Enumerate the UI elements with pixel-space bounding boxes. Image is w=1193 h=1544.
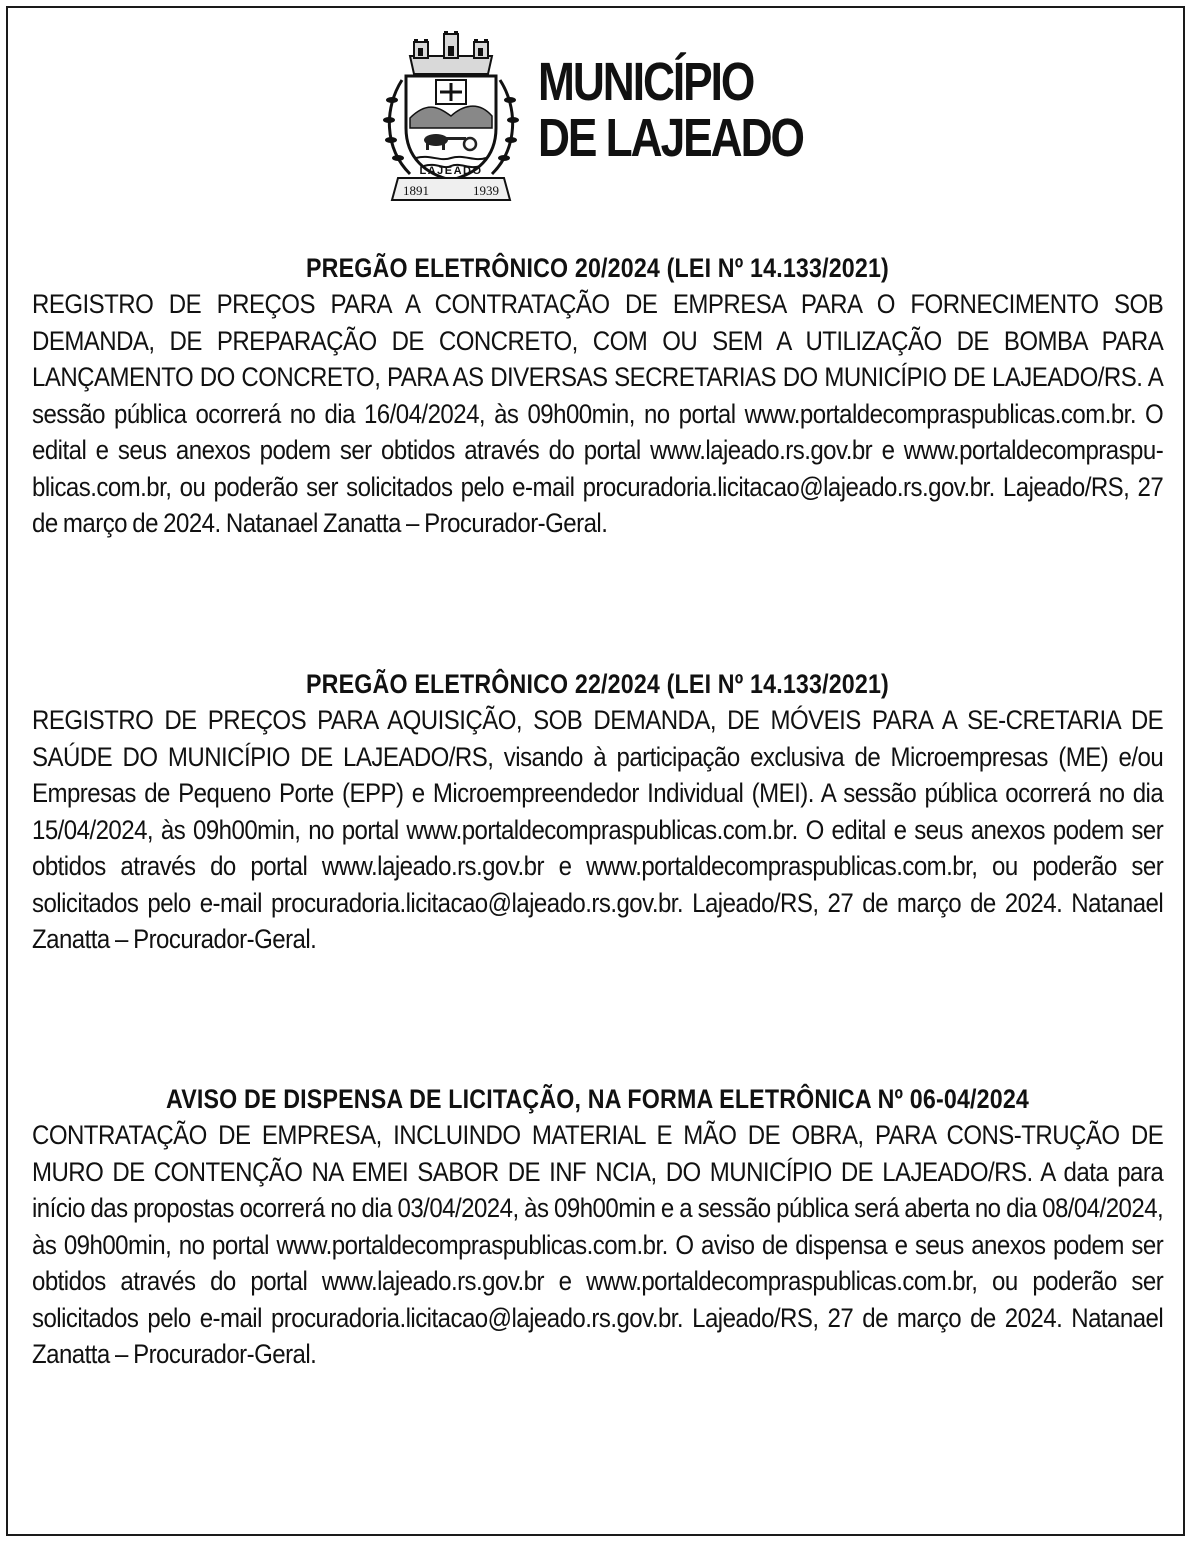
notice-pregao-22-2024 [32,668,1163,958]
municipal-coat-of-arms [380,28,522,208]
municipality-name-line1: MUNICÍPIO [538,52,754,112]
crest-year-left: 1891 [403,183,429,198]
masthead [380,28,820,208]
notice-dispensa-06-04-2024 [32,1083,1163,1373]
notice-title: AVISO DE DISPENSA DE LICITAÇÃO, NA FORMA ELETRÔNICA Nº 06-04/2024 [165,1084,1030,1114]
crest-banner-text: LAJEADO [419,165,483,177]
notice-body: REGISTRO DE PREÇOS PARA AQUISIÇÃO, SOB DEMANDA, DE MÓVEIS PARA A SE-CRETARIA DE SAÚDE DO MUNICÍPIO DE LAJEADO/RS, visando à participação exclusiva de Microempresas (ME) e/ou Empresas de Pequeno Porte (EPP) e Microempreendedor Individual (MEI). A sessão pública ocorrerá no dia 15/04/2024, às 09h00min, no portal www.portaldecompraspublicas.com.br. O edital e seus anexos podem ser obtidos através do portal www.lajeado.rs.gov.br e www.portaldecompraspublicas.com.br, ou poderão ser solicitados pelo e-mail procuradoria.licitacao@lajeado.rs.gov.br. Lajeado/RS, 27 de março de 2024. Natanael Zanatta – Procurador-Geral. [32,705,1164,954]
notice-title: PREGÃO ELETRÔNICO 22/2024 (LEI Nº 14.133/2021) [306,669,889,699]
notice-title: PREGÃO ELETRÔNICO 20/2024 (LEI Nº 14.133/2021) [306,253,889,283]
municipality-name [538,54,803,166]
municipality-name-line2: DE LAJEADO [538,108,803,168]
crest-year-right: 1939 [473,183,499,198]
notice-body: REGISTRO DE PREÇOS PARA A CONTRATAÇÃO DE EMPRESA PARA O FORNECIMENTO SOB DEMANDA, DE PREPARAÇÃO DE CONCRETO, COM OU SEM A UTILIZAÇÃO DE BOMBA PARA LANÇAMENTO DO CONCRETO, PARA AS DIVERSAS SECRETARIAS DO MUNICÍPIO DE LAJEADO/RS. A sessão pública ocorrerá no dia 16/04/2024, às 09h00min, no portal www.portaldecompraspublicas.com.br. O edital e seus anexos podem ser obtidos através do portal www.lajeado.rs.gov.br e www.portaldecompraspu-blicas.com.br, ou poderão ser solicitados pelo e-mail procuradoria.licitacao@lajeado.rs.gov.br. Lajeado/RS, 27 de março de 2024. Natanael Zanatta – Procurador-Geral. [32,289,1164,538]
notice-pregao-20-2024 [32,252,1163,542]
coat-of-arms-icon [380,28,522,208]
notice-body: CONTRATAÇÃO DE EMPRESA, INCLUINDO MATERIAL E MÃO DE OBRA, PARA CONS-TRUÇÃO DE MURO DE CONTENÇÃO NA EMEI SABOR DE INF NCIA, DO MUNICÍPIO DE LAJEADO/RS. A data para início das propostas ocorrerá no dia 03/04/2024, às 09h00min e a sessão pública será aberta no dia 08/04/2024, às 09h00min, no portal www.portaldecompraspublicas.com.br. O aviso de dispensa e seus anexos podem ser obtidos através do portal www.lajeado.rs.gov.br e www.portaldecompraspublicas.com.br, ou poderão ser solicitados pelo e-mail procuradoria.licitacao@lajeado.rs.gov.br. Lajeado/RS, 27 de março de 2024. Natanael Zanatta – Procurador-Geral. [32,1120,1164,1369]
